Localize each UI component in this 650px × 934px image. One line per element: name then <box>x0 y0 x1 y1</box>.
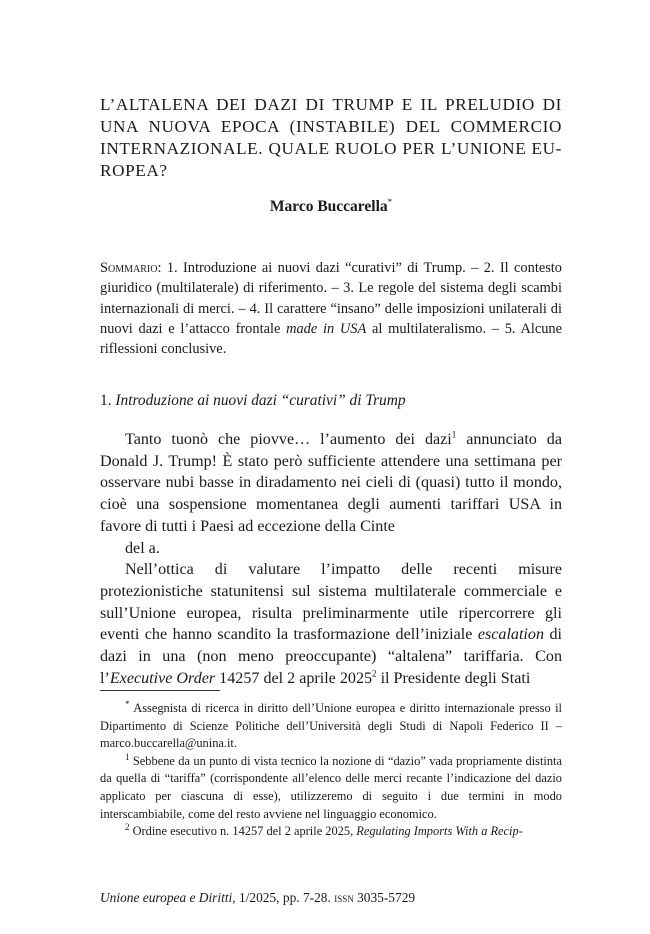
body-text <box>100 429 562 689</box>
footnote-separator <box>100 690 220 691</box>
footnote-1-text: Sebbene da un punto di vista tecnico la nozione di “dazio” vada propriamente distinta da quella di “tariffa” (corrispondente all’elenco delle merci recante l’indicazione del dazio applicato per ciascuna di esse), utilizzeremo di seguito i due termini in modo interscambiabile, come del resto avviene nel linguaggio economico. <box>100 753 562 821</box>
footnote-2-marker: 2 <box>125 822 130 833</box>
author-line <box>100 198 562 216</box>
footnote-star-marker: * <box>125 698 130 709</box>
paragraph-1-fragment: del a. <box>125 539 160 557</box>
section-number: 1. <box>100 392 112 409</box>
paragraph-2-italic-escalation: escalation <box>477 626 544 644</box>
footnote-ref-2[interactable]: 2 <box>372 668 377 679</box>
author-footnote-marker[interactable]: * <box>387 196 393 207</box>
paragraph-1 <box>100 429 562 538</box>
footnotes <box>100 700 562 841</box>
footnote-ref-1[interactable]: 1 <box>451 429 457 440</box>
journal-issue: , 1/2025, pp. 7-28. <box>232 890 335 905</box>
footnote-1 <box>100 753 562 823</box>
author-name: Marco Buccarella <box>269 198 388 215</box>
paragraph-2-text: Nell’ottica di valutare l’impatto delle recenti misure protezionistiche statunitensi sul sistema multilaterale commerciale e sull’Unione europea, risulta preliminarmente utile ripercorrere gli eventi che hanno scandito la trasformazione dell’iniziale <box>100 561 562 644</box>
paragraph-1-text: Tanto tuonò che piovve… l’aumento dei dazi <box>125 431 452 448</box>
paragraph-2 <box>100 559 562 689</box>
summary-italic: made in USA <box>286 320 367 337</box>
footnote-2-italic: Regulating Imports With a Recip- <box>356 824 523 839</box>
paragraph-2-italic-executive-order: Executive Order <box>109 669 216 687</box>
paragraph-2-text-d: il Presidente degli Stati <box>376 669 531 687</box>
summary-text-end: al multilateralismo. – 5. Alcune riflessioni conclusive. <box>100 320 563 358</box>
page-footer <box>100 890 562 906</box>
table-of-contents-summary <box>100 258 562 359</box>
summary-label: Sommario: <box>100 260 162 276</box>
journal-name: Unione europea e Diritti <box>100 890 233 905</box>
issn-number: 3035-5729 <box>353 890 416 905</box>
footnote-2 <box>100 823 562 841</box>
issn-label: issn <box>334 890 354 905</box>
footnote-1-marker: 1 <box>125 751 130 762</box>
section-heading <box>100 392 562 410</box>
footnote-star-text: Assegnista di ricerca in diritto dell’Unione europea e diritto internazionale presso il Dipartimento di Scienze Politiche dell’Università degli Studi di Napoli Federico II – marco.buccarella@unina.it. <box>100 701 562 751</box>
article-title: L’ALTALENA DEI DAZI DI TRUMP E IL PRELUDIO DI UNA NUOVA EPOCA (INSTABILE) DEL COMMERCIO INTERNAZIONALE. QUALE RUOLO PER L’UNIONE EU-ROPEA? <box>100 95 562 180</box>
section-title: Introduzione ai nuovi dazi “curativi” di Trump <box>115 392 406 409</box>
paragraph-2-text-c: 14257 del 2 aprile 2025 <box>215 669 373 687</box>
paragraph-1-text-cont: annunciato da Donald J. Trump! È stato però sufficiente attendere una settimana per osservare nubi basse in diradamento nei cieli di (quasi) tutto il mondo, cioè una sospensione momentanea degli aumenti tariffari USA in favore di tutti i Paesi ad eccezione della Cinte <box>100 431 562 535</box>
footnote-2-text: Ordine esecutivo n. 14257 del 2 aprile 2025, <box>129 824 357 839</box>
paragraph-2-text-b: di dazi in una (non meno preoccupante) “altalena” tariffaria. Con l’ <box>100 626 562 687</box>
summary-text: 1. Introduzione ai nuovi dazi “curativi” di Trump. – 2. Il contesto giuridico (multilaterale) di riferimento. – 3. Le regole del sistema degli scambi internazionali di merci. – 4. Il carattere “insano” delle imposizioni unilaterali di nuovi dazi e l’attacco frontale <box>100 260 562 337</box>
footnote-star <box>100 700 562 753</box>
